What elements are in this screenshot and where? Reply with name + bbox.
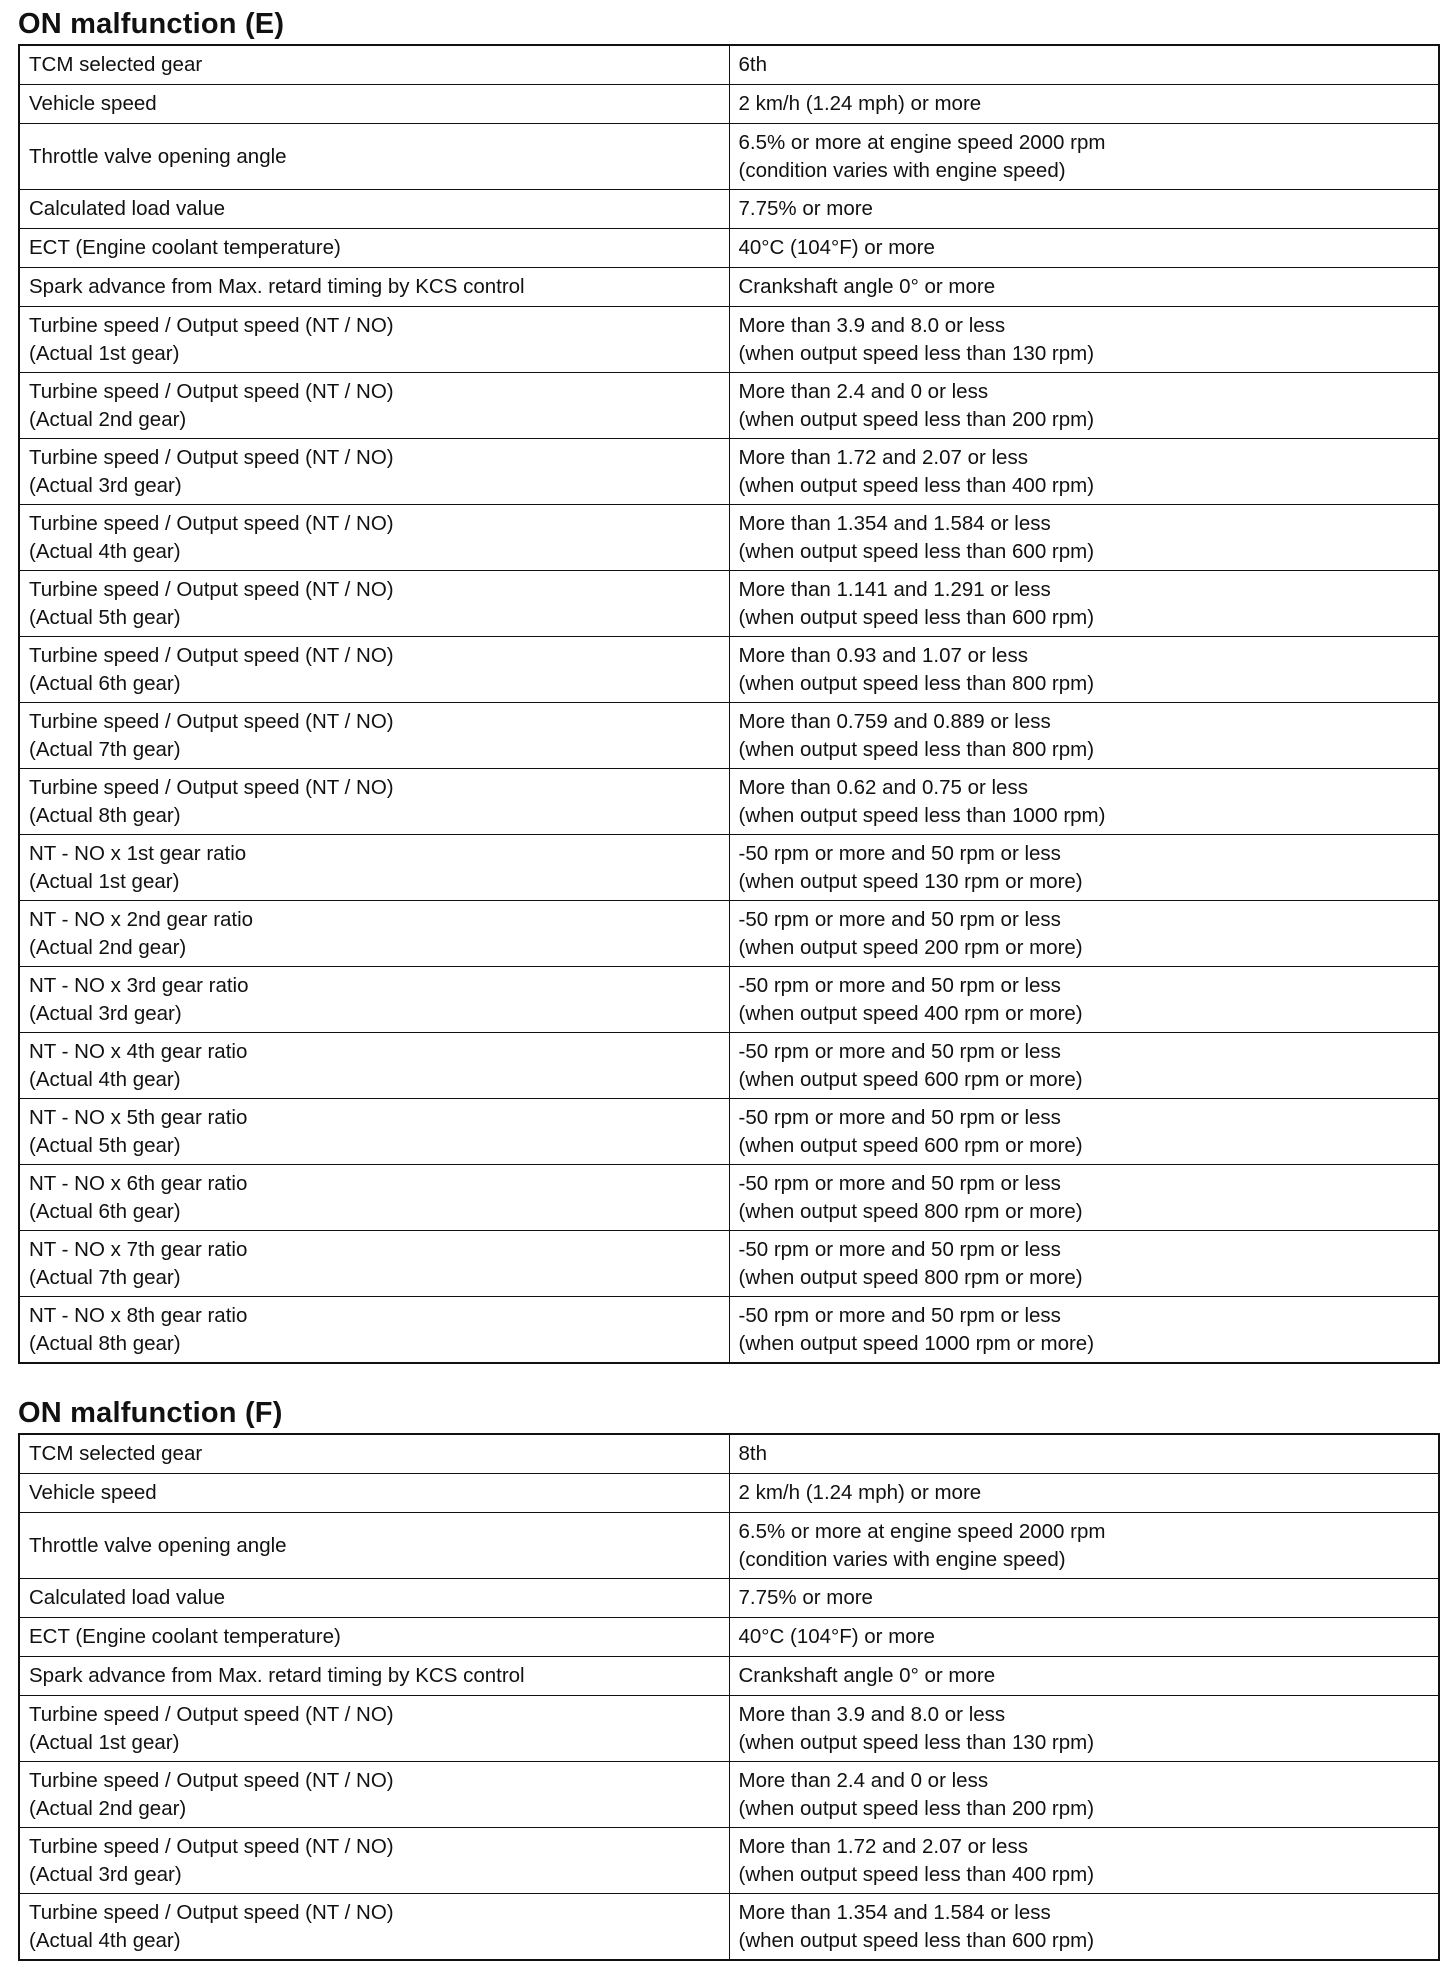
value-cell: [729, 373, 1439, 439]
condition-cell-line: (Actual 4th gear): [29, 539, 181, 563]
section-title-e: ON malfunction (E): [18, 8, 285, 40]
table-row: [19, 1231, 1439, 1297]
condition-cell-line: (Actual 8th gear): [29, 803, 181, 827]
value-cell: [729, 1579, 1439, 1618]
value-cell-line: 6.5% or more at engine speed 2000 rpm: [738, 130, 1106, 154]
value-cell-line: (when output speed less than 200 rpm): [738, 1796, 1095, 1820]
condition-cell: [19, 1618, 729, 1657]
value-cell-line: (when output speed less than 1000 rpm): [738, 803, 1106, 827]
value-cell-line: (condition varies with engine speed): [738, 1547, 1066, 1571]
condition-cell-line: (Actual 5th gear): [29, 1133, 181, 1157]
condition-cell: [19, 1657, 729, 1696]
condition-cell-line: (Actual 3rd gear): [29, 1862, 182, 1886]
condition-cell-line: ECT (Engine coolant temperature): [29, 1625, 341, 1648]
section-title-f: ON malfunction (F): [18, 1397, 283, 1429]
value-cell-line: (when output speed less than 130 rpm): [738, 341, 1095, 365]
condition-cell-line: (Actual 3rd gear): [29, 473, 182, 497]
condition-cell-line: (Actual 2nd gear): [29, 1796, 187, 1820]
value-cell-line: -50 rpm or more and 50 rpm or less: [738, 1105, 1061, 1129]
table-row: [19, 1696, 1439, 1762]
condition-cell-line: (Actual 8th gear): [29, 1331, 181, 1355]
value-cell-line: 7.75% or more: [738, 197, 873, 220]
table-row: [19, 190, 1439, 229]
condition-cell-line: (Actual 3rd gear): [29, 1001, 182, 1025]
value-cell-line: (when output speed less than 600 rpm): [738, 539, 1095, 563]
value-cell-line: 40°C (104°F) or more: [738, 1625, 935, 1648]
table-row: [19, 505, 1439, 571]
condition-cell-line: (Actual 4th gear): [29, 1067, 181, 1091]
condition-cell-line: NT - NO x 2nd gear ratio: [29, 907, 254, 931]
value-cell: [729, 190, 1439, 229]
value-cell: [729, 1657, 1439, 1696]
condition-cell: [19, 373, 729, 439]
table-row: [19, 703, 1439, 769]
value-cell-line: (when output speed less than 800 rpm): [738, 737, 1095, 761]
table-row: [19, 1513, 1439, 1579]
condition-cell: [19, 439, 729, 505]
condition-cell-line: NT - NO x 4th gear ratio: [29, 1039, 248, 1063]
table-row: [19, 967, 1439, 1033]
condition-cell-line: (Actual 1st gear): [29, 341, 180, 365]
condition-cell-line: (Actual 1st gear): [29, 1730, 180, 1754]
value-cell-line: Crankshaft angle 0° or more: [738, 275, 996, 298]
condition-cell-line: NT - NO x 5th gear ratio: [29, 1105, 248, 1129]
value-cell: [729, 1762, 1439, 1828]
value-cell: [729, 901, 1439, 967]
value-cell: [729, 268, 1439, 307]
condition-cell-line: NT - NO x 8th gear ratio: [29, 1303, 248, 1327]
condition-cell-line: (Actual 7th gear): [29, 737, 181, 761]
value-cell-line: (when output speed less than 400 rpm): [738, 1862, 1095, 1886]
value-cell-line: More than 3.9 and 8.0 or less: [738, 313, 1006, 337]
table-row: [19, 1618, 1439, 1657]
table-row: [19, 85, 1439, 124]
condition-cell-line: Turbine speed / Output speed (NT / NO): [29, 577, 394, 601]
table-row: [19, 1894, 1439, 1961]
value-cell-line: (when output speed less than 130 rpm): [738, 1730, 1095, 1754]
value-cell: [729, 1513, 1439, 1579]
condition-cell: [19, 1099, 729, 1165]
table-row: [19, 769, 1439, 835]
value-cell: [729, 229, 1439, 268]
value-cell-line: More than 1.72 and 2.07 or less: [738, 445, 1028, 469]
condition-cell-line: Spark advance from Max. retard timing by KCS control: [29, 275, 525, 298]
value-cell-line: (when output speed 1000 rpm or more): [738, 1331, 1095, 1355]
condition-cell-line: NT - NO x 7th gear ratio: [29, 1237, 248, 1261]
value-cell-line: More than 1.141 and 1.291 or less: [738, 577, 1051, 601]
table-row: [19, 571, 1439, 637]
condition-cell-line: Turbine speed / Output speed (NT / NO): [29, 1834, 394, 1858]
condition-cell: [19, 1033, 729, 1099]
condition-cell-line: NT - NO x 1st gear ratio: [29, 841, 247, 865]
condition-table-f: [18, 1433, 1440, 1961]
condition-cell-line: TCM selected gear: [29, 53, 203, 76]
condition-cell: [19, 307, 729, 373]
condition-cell-line: Turbine speed / Output speed (NT / NO): [29, 1900, 394, 1924]
value-cell: [729, 769, 1439, 835]
condition-cell: [19, 1513, 729, 1579]
value-cell: [729, 967, 1439, 1033]
condition-cell-line: ECT (Engine coolant temperature): [29, 236, 341, 259]
condition-cell: [19, 45, 729, 85]
table-row: [19, 1297, 1439, 1364]
value-cell: [729, 1033, 1439, 1099]
table-row: [19, 229, 1439, 268]
table-row: [19, 1099, 1439, 1165]
condition-cell-line: Turbine speed / Output speed (NT / NO): [29, 379, 394, 403]
value-cell-line: More than 1.354 and 1.584 or less: [738, 1900, 1051, 1924]
condition-cell: [19, 1231, 729, 1297]
condition-cell-line: TCM selected gear: [29, 1442, 203, 1465]
condition-cell-line: Turbine speed / Output speed (NT / NO): [29, 445, 394, 469]
table-row: [19, 1165, 1439, 1231]
value-cell: [729, 1696, 1439, 1762]
condition-cell: [19, 1696, 729, 1762]
value-cell: [729, 1474, 1439, 1513]
condition-cell-line: Calculated load value: [29, 197, 226, 220]
value-cell-line: -50 rpm or more and 50 rpm or less: [738, 907, 1061, 931]
condition-cell: [19, 835, 729, 901]
value-cell: [729, 703, 1439, 769]
condition-cell: [19, 637, 729, 703]
table-row: [19, 124, 1439, 190]
condition-cell: [19, 1297, 729, 1364]
table-row: [19, 835, 1439, 901]
value-cell-line: More than 0.62 and 0.75 or less: [738, 775, 1028, 799]
value-cell: [729, 637, 1439, 703]
table-row: [19, 307, 1439, 373]
value-cell-line: 2 km/h (1.24 mph) or more: [738, 1481, 982, 1504]
table-row: [19, 45, 1439, 85]
condition-cell: [19, 1894, 729, 1961]
condition-cell-line: Vehicle speed: [29, 92, 157, 115]
value-cell: [729, 439, 1439, 505]
value-cell: [729, 1297, 1439, 1364]
value-cell-line: Crankshaft angle 0° or more: [738, 1664, 996, 1687]
condition-cell-line: Turbine speed / Output speed (NT / NO): [29, 775, 394, 799]
value-cell-line: (when output speed 600 rpm or more): [738, 1133, 1083, 1157]
condition-cell-line: Throttle valve opening angle: [29, 144, 287, 168]
value-cell-line: More than 1.354 and 1.584 or less: [738, 511, 1051, 535]
value-cell: [729, 1828, 1439, 1894]
value-cell-line: (when output speed less than 600 rpm): [738, 1928, 1095, 1952]
table-row: [19, 1828, 1439, 1894]
value-cell: [729, 1618, 1439, 1657]
condition-cell: [19, 1828, 729, 1894]
value-cell-line: -50 rpm or more and 50 rpm or less: [738, 973, 1061, 997]
condition-cell: [19, 901, 729, 967]
value-cell: [729, 45, 1439, 85]
value-cell-line: -50 rpm or more and 50 rpm or less: [738, 1039, 1061, 1063]
value-cell-line: (when output speed less than 600 rpm): [738, 605, 1095, 629]
value-cell-line: (when output speed less than 800 rpm): [738, 671, 1095, 695]
condition-table-e: [18, 44, 1440, 1364]
condition-cell: [19, 1579, 729, 1618]
condition-cell-line: NT - NO x 6th gear ratio: [29, 1171, 248, 1195]
value-cell: [729, 124, 1439, 190]
table-row: [19, 901, 1439, 967]
condition-cell: [19, 1434, 729, 1474]
value-cell: [729, 835, 1439, 901]
value-cell: [729, 307, 1439, 373]
value-cell: [729, 1434, 1439, 1474]
value-cell-line: -50 rpm or more and 50 rpm or less: [738, 1171, 1061, 1195]
table-row: [19, 373, 1439, 439]
condition-cell-line: Spark advance from Max. retard timing by KCS control: [29, 1664, 525, 1687]
condition-cell: [19, 229, 729, 268]
value-cell: [729, 85, 1439, 124]
condition-cell: [19, 1762, 729, 1828]
condition-cell-line: (Actual 2nd gear): [29, 935, 187, 959]
condition-cell: [19, 190, 729, 229]
value-cell-line: (when output speed 800 rpm or more): [738, 1199, 1083, 1223]
condition-cell: [19, 571, 729, 637]
value-cell-line: (condition varies with engine speed): [738, 158, 1066, 182]
value-cell-line: -50 rpm or more and 50 rpm or less: [738, 1303, 1061, 1327]
value-cell-line: More than 0.759 and 0.889 or less: [738, 709, 1051, 733]
value-cell-line: More than 1.72 and 2.07 or less: [738, 1834, 1028, 1858]
value-cell-line: (when output speed 400 rpm or more): [738, 1001, 1083, 1025]
table-row: [19, 1762, 1439, 1828]
condition-cell-line: (Actual 5th gear): [29, 605, 181, 629]
value-cell-line: (when output speed 800 rpm or more): [738, 1265, 1083, 1289]
condition-cell-line: Turbine speed / Output speed (NT / NO): [29, 1702, 394, 1726]
value-cell-line: (when output speed less than 200 rpm): [738, 407, 1095, 431]
condition-cell-line: Turbine speed / Output speed (NT / NO): [29, 511, 394, 535]
value-cell: [729, 1894, 1439, 1961]
condition-cell-line: Throttle valve opening angle: [29, 1533, 287, 1557]
condition-cell: [19, 124, 729, 190]
value-cell: [729, 1231, 1439, 1297]
value-cell-line: (when output speed 200 rpm or more): [738, 935, 1083, 959]
value-cell: [729, 1099, 1439, 1165]
condition-cell: [19, 769, 729, 835]
condition-cell-line: (Actual 1st gear): [29, 869, 180, 893]
condition-cell-line: (Actual 2nd gear): [29, 407, 187, 431]
condition-cell: [19, 505, 729, 571]
value-cell-line: More than 0.93 and 1.07 or less: [738, 643, 1028, 667]
value-cell-line: More than 3.9 and 8.0 or less: [738, 1702, 1006, 1726]
value-cell-line: (when output speed 600 rpm or more): [738, 1067, 1083, 1091]
condition-cell-line: (Actual 6th gear): [29, 1199, 181, 1223]
value-cell-line: (when output speed less than 400 rpm): [738, 473, 1095, 497]
value-cell-line: More than 2.4 and 0 or less: [738, 379, 989, 403]
value-cell-line: 6.5% or more at engine speed 2000 rpm: [738, 1519, 1106, 1543]
condition-cell-line: NT - NO x 3rd gear ratio: [29, 973, 249, 997]
table-row: [19, 1657, 1439, 1696]
value-cell-line: (when output speed 130 rpm or more): [738, 869, 1083, 893]
value-cell-line: 8th: [738, 1442, 767, 1465]
value-cell: [729, 505, 1439, 571]
table-row: [19, 1474, 1439, 1513]
condition-cell: [19, 85, 729, 124]
condition-cell-line: (Actual 6th gear): [29, 671, 181, 695]
condition-cell: [19, 703, 729, 769]
condition-cell-line: Turbine speed / Output speed (NT / NO): [29, 313, 394, 337]
value-cell: [729, 1165, 1439, 1231]
value-cell-line: More than 2.4 and 0 or less: [738, 1768, 989, 1792]
condition-cell-line: (Actual 4th gear): [29, 1928, 181, 1952]
condition-cell-line: Turbine speed / Output speed (NT / NO): [29, 643, 394, 667]
value-cell-line: 6th: [738, 53, 767, 76]
value-cell-line: 7.75% or more: [738, 1586, 873, 1609]
value-cell-line: 40°C (104°F) or more: [738, 236, 935, 259]
value-cell: [729, 571, 1439, 637]
condition-cell-line: Calculated load value: [29, 1586, 226, 1609]
value-cell-line: -50 rpm or more and 50 rpm or less: [738, 841, 1061, 865]
table-row: [19, 439, 1439, 505]
value-cell-line: -50 rpm or more and 50 rpm or less: [738, 1237, 1061, 1261]
condition-cell-line: Turbine speed / Output speed (NT / NO): [29, 1768, 394, 1792]
table-row: [19, 268, 1439, 307]
table-row: [19, 1033, 1439, 1099]
condition-cell: [19, 967, 729, 1033]
condition-cell: [19, 268, 729, 307]
table-row: [19, 637, 1439, 703]
value-cell-line: 2 km/h (1.24 mph) or more: [738, 92, 982, 115]
condition-cell: [19, 1474, 729, 1513]
table-row: [19, 1434, 1439, 1474]
condition-cell-line: (Actual 7th gear): [29, 1265, 181, 1289]
condition-cell-line: Vehicle speed: [29, 1481, 157, 1504]
condition-cell-line: Turbine speed / Output speed (NT / NO): [29, 709, 394, 733]
condition-cell: [19, 1165, 729, 1231]
table-row: [19, 1579, 1439, 1618]
